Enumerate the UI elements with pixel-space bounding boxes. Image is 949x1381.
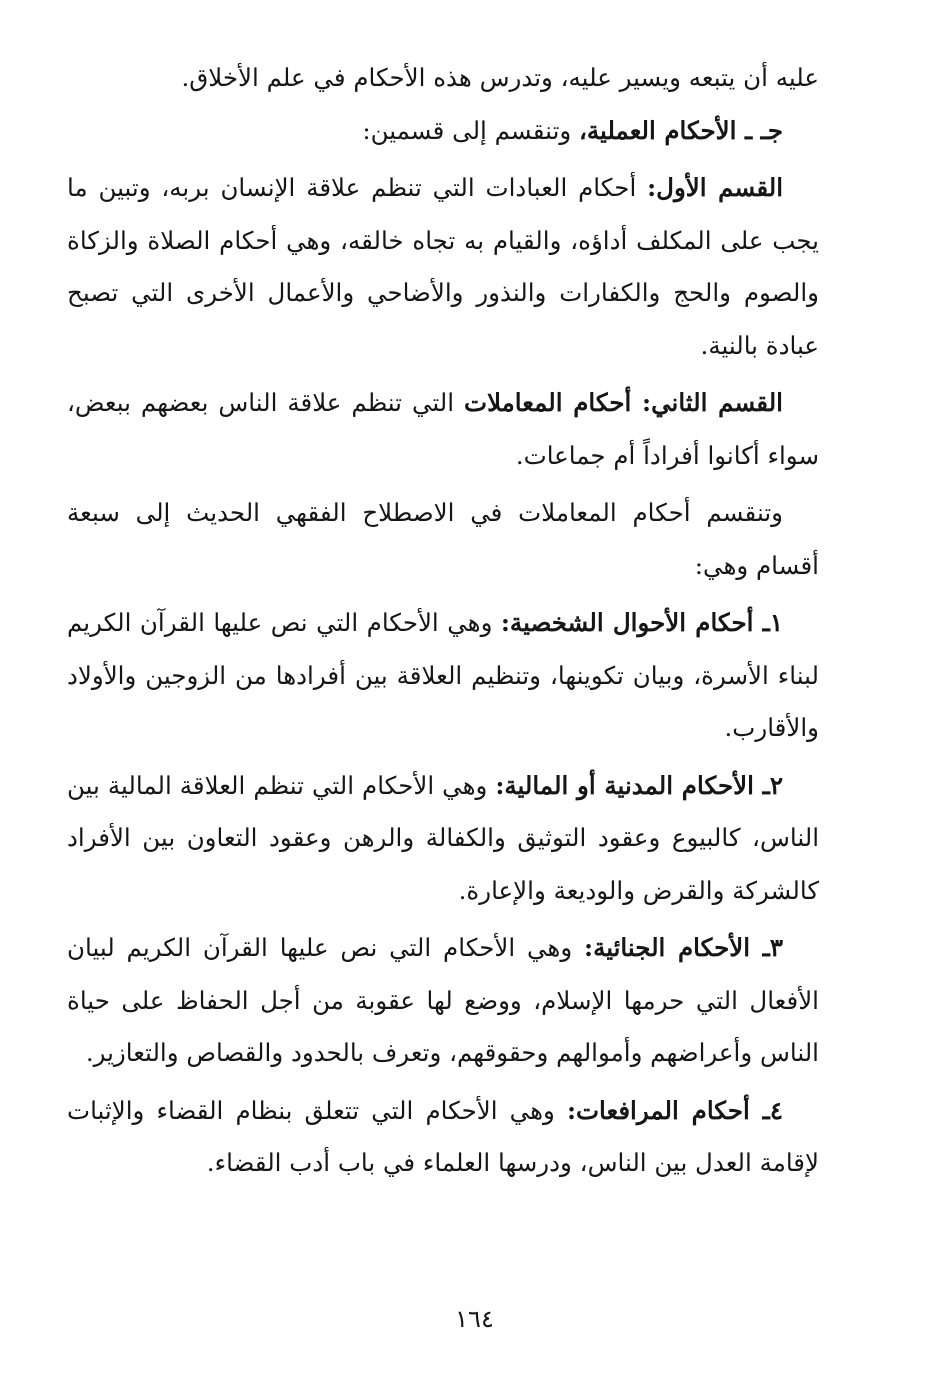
page-body: [67, 52, 819, 1190]
list-item-text: وهي الأحكام التي تتعلق بنظام القضاء والإثبات لإقامة العدل بين الناس، ودرسها العلماء في باب أدب القضاء.: [67, 1095, 819, 1177]
paragraph-transactions-division: [67, 487, 819, 592]
list-item-heading: ١ـ أحكام الأحوال الشخصية:: [500, 608, 783, 637]
list-item-heading: ٣ـ الأحكام الجنائية:: [584, 933, 783, 962]
list-item-text: وهي الأحكام التي نص عليها القرآن الكريم لبناء الأسرة، وبيان تكوينها، وتنظيم العلاقة بين أفرادها من الزوجين والأولاد والأقارب.: [67, 608, 819, 742]
page-number: ١٦٤: [455, 1305, 494, 1333]
list-item-civil: [67, 760, 819, 918]
paragraph-practical-rulings: [67, 105, 819, 158]
paragraph-text: وتنقسم أحكام المعاملات في الاصطلاح الفقهي الحديث إلى سبعة أقسام وهي:: [67, 498, 819, 580]
list-item-personal-status: [67, 597, 819, 755]
list-item-text: وهي الأحكام التي تنظم العلاقة المالية بين الناس، كالبيوع وعقود التوثيق والكفالة والرهن وعقود التعاون بين الأفراد كالشركة والقرض والوديعة والإعارة.: [67, 770, 819, 905]
paragraph-section-one: [67, 162, 819, 372]
paragraph-text: التي تنظم علاقة الناس بعضهم ببعض، سواء أكانوا أفراداً أم جماعات.: [67, 388, 819, 470]
list-item-heading: ٤ـ أحكام المرافعات:: [566, 1095, 783, 1125]
paragraph-text: عليه أن يتبعه ويسير عليه، وتدرس هذه الأحكام في علم الأخلاق.: [181, 63, 819, 92]
paragraph-section-two: [67, 377, 819, 482]
paragraph-heading: القسم الأول:: [647, 173, 784, 202]
paragraph-intro-end: [67, 52, 819, 105]
paragraph-text: أحكام العبادات التي تنظم علاقة الإنسان بربه، وتبين ما يجب على المكلف أداؤه، والقيام به تجاه خالقه، وهي أحكام الصلاة والزكاة والصوم والحج والكفارات والنذور والأضاحي والأعمال الأخرى التي تصبح عبادة بالنية.: [67, 173, 819, 360]
list-item-heading: ٢ـ الأحكام المدنية أو المالية:: [495, 770, 783, 800]
list-item-criminal: [67, 922, 819, 1080]
paragraph-heading: القسم الثاني: أحكام المعاملات: [464, 388, 783, 417]
paragraph-heading: جـ ـ الأحكام العملية،: [579, 115, 783, 145]
paragraph-text: وتنقسم إلى قسمين:: [362, 115, 580, 145]
list-item-text: وهي الأحكام التي نص عليها القرآن الكريم لبيان الأفعال التي حرمها الإسلام، ووضع لها عقوبة من أجل الحفاظ على حياة الناس وأعراضهم وأموالهم وحقوقهم، وتعرف بالحدود والقصاص والتعازير.: [67, 933, 819, 1067]
list-item-procedures: [67, 1085, 819, 1190]
